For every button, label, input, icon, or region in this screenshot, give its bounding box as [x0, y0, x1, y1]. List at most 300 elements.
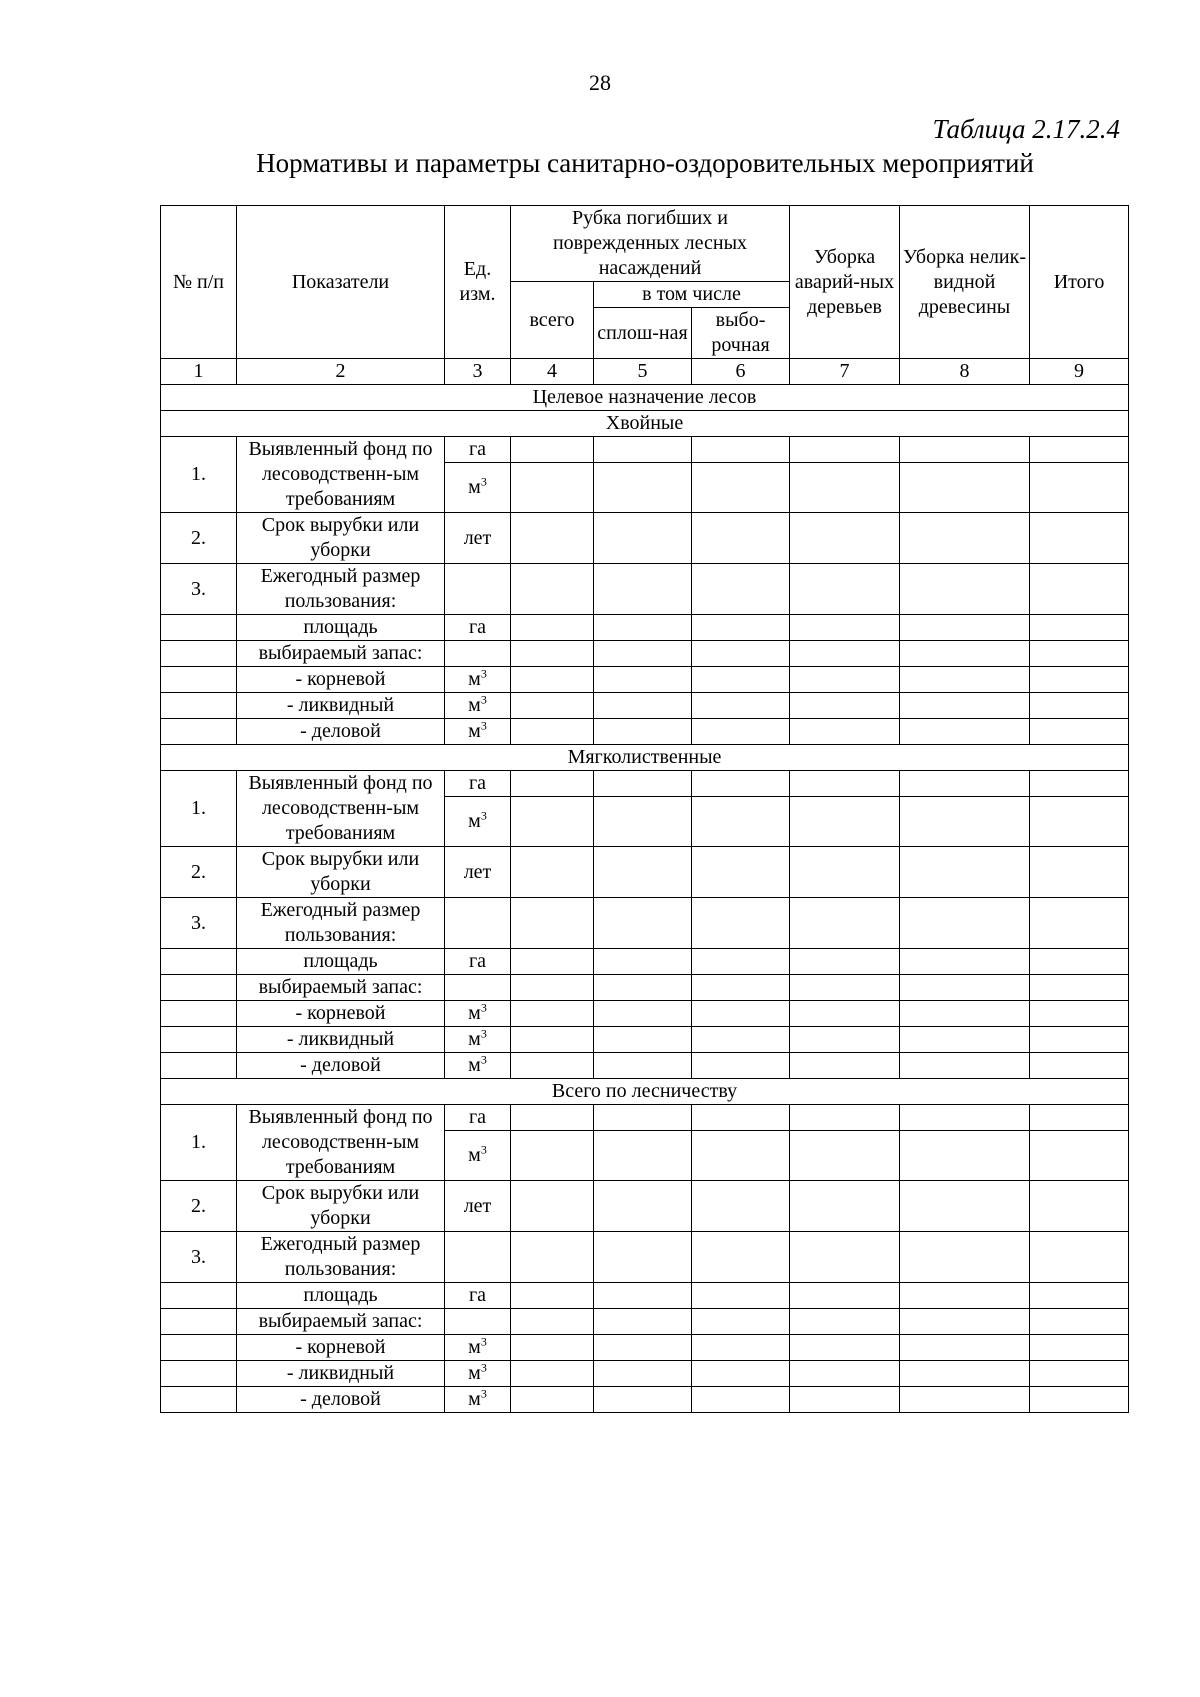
- unit-m: м: [468, 1388, 481, 1410]
- empty-cell: [1030, 641, 1129, 667]
- empty-cell: [445, 1232, 511, 1283]
- purpose-row: [161, 385, 1129, 411]
- column-number: 5: [594, 359, 692, 385]
- empty-cell: [594, 975, 692, 1001]
- root-row: [161, 1001, 1129, 1027]
- stock-row: [161, 1309, 1129, 1335]
- empty-cell: [161, 975, 237, 1001]
- empty-cell: [790, 1361, 900, 1387]
- empty-cell: [900, 1335, 1030, 1361]
- fund-row: [161, 437, 1129, 463]
- empty-cell: [692, 615, 790, 641]
- unit-exponent: 3: [480, 1360, 487, 1375]
- unit-m3: [445, 1131, 511, 1181]
- empty-cell: [790, 641, 900, 667]
- empty-cell: [161, 1361, 237, 1387]
- area-label: площадь: [237, 1283, 445, 1309]
- unit-exponent: 3: [480, 1386, 487, 1401]
- header-col-emergency: Уборка аварий-ных деревьев: [790, 206, 900, 359]
- fund-label: Выявленный фонд по лесоводственн-ым требованиям: [237, 437, 445, 513]
- header-row-1: [161, 206, 1129, 282]
- empty-cell: [900, 975, 1030, 1001]
- fund-label: Выявленный фонд по лесоводственн-ым требованиям: [237, 1105, 445, 1181]
- unit-exponent: 3: [480, 1052, 487, 1067]
- empty-cell: [594, 1001, 692, 1027]
- empty-cell: [790, 1181, 900, 1232]
- empty-cell: [594, 719, 692, 745]
- unit-m3: [445, 667, 511, 693]
- liquid-label: - ликвидный: [237, 1027, 445, 1053]
- empty-cell: [692, 641, 790, 667]
- stock-label: выбираемый запас:: [237, 975, 445, 1001]
- root-row: [161, 667, 1129, 693]
- empty-cell: [900, 615, 1030, 641]
- row-number: 2.: [161, 513, 237, 564]
- unit-years: лет: [445, 847, 511, 898]
- empty-cell: [1030, 513, 1129, 564]
- unit-m: м: [468, 1054, 481, 1076]
- unit-m3: [445, 1027, 511, 1053]
- column-number: 3: [445, 359, 511, 385]
- norms-table: [160, 205, 1129, 1413]
- unit-m3: [445, 1053, 511, 1079]
- unit-ha: га: [445, 615, 511, 641]
- empty-cell: [511, 1181, 594, 1232]
- empty-cell: [1030, 949, 1129, 975]
- empty-cell: [594, 1387, 692, 1413]
- unit-exponent: 3: [480, 808, 487, 823]
- empty-cell: [1030, 1131, 1129, 1181]
- empty-cell: [900, 1105, 1030, 1131]
- unit-m: м: [468, 720, 481, 742]
- empty-cell: [511, 949, 594, 975]
- empty-cell: [692, 693, 790, 719]
- unit-m3: [445, 463, 511, 513]
- empty-cell: [790, 949, 900, 975]
- unit-m3: [445, 1387, 511, 1413]
- empty-cell: [511, 1361, 594, 1387]
- annual-row: [161, 1232, 1129, 1283]
- empty-cell: [161, 1309, 237, 1335]
- empty-cell: [692, 898, 790, 949]
- business-row: [161, 719, 1129, 745]
- empty-cell: [594, 1105, 692, 1131]
- empty-cell: [900, 847, 1030, 898]
- unit-m3: [445, 719, 511, 745]
- empty-cell: [1030, 463, 1129, 513]
- empty-cell: [790, 719, 900, 745]
- business-label: - деловой: [237, 1387, 445, 1413]
- empty-cell: [900, 1131, 1030, 1181]
- empty-cell: [1030, 847, 1129, 898]
- root-label: - корневой: [237, 667, 445, 693]
- unit-m: м: [468, 1028, 481, 1050]
- empty-cell: [900, 719, 1030, 745]
- business-row: [161, 1053, 1129, 1079]
- empty-cell: [161, 615, 237, 641]
- empty-cell: [511, 1027, 594, 1053]
- empty-cell: [594, 1181, 692, 1232]
- empty-cell: [1030, 693, 1129, 719]
- empty-cell: [511, 1131, 594, 1181]
- empty-cell: [594, 564, 692, 615]
- column-number: 8: [900, 359, 1030, 385]
- empty-cell: [511, 463, 594, 513]
- empty-cell: [692, 1131, 790, 1181]
- unit-m: м: [468, 668, 481, 690]
- section-heading: Всего по лесничеству: [161, 1079, 1129, 1105]
- annual-row: [161, 898, 1129, 949]
- empty-cell: [900, 437, 1030, 463]
- empty-cell: [900, 949, 1030, 975]
- empty-cell: [1030, 1181, 1129, 1232]
- empty-cell: [790, 797, 900, 847]
- column-number: 7: [790, 359, 900, 385]
- fund-row: [161, 771, 1129, 797]
- empty-cell: [692, 1181, 790, 1232]
- area-row: [161, 1283, 1129, 1309]
- empty-cell: [790, 771, 900, 797]
- empty-cell: [900, 693, 1030, 719]
- header-col-illiquid: Уборка нелик-видной древесины: [900, 206, 1030, 359]
- empty-cell: [692, 437, 790, 463]
- empty-cell: [511, 513, 594, 564]
- empty-cell: [900, 797, 1030, 847]
- empty-cell: [594, 1053, 692, 1079]
- empty-cell: [594, 1335, 692, 1361]
- empty-cell: [1030, 1283, 1129, 1309]
- empty-cell: [900, 1181, 1030, 1232]
- empty-cell: [692, 847, 790, 898]
- empty-cell: [900, 1053, 1030, 1079]
- empty-cell: [511, 1232, 594, 1283]
- empty-cell: [594, 898, 692, 949]
- empty-cell: [692, 719, 790, 745]
- unit-m: м: [468, 1362, 481, 1384]
- empty-cell: [1030, 1105, 1129, 1131]
- row-number: 3.: [161, 564, 237, 615]
- empty-cell: [1030, 615, 1129, 641]
- empty-cell: [900, 667, 1030, 693]
- empty-cell: [692, 463, 790, 513]
- empty-cell: [900, 564, 1030, 615]
- empty-cell: [594, 797, 692, 847]
- row-number: 1.: [161, 437, 237, 513]
- term-label: Срок вырубки или уборки: [237, 1181, 445, 1232]
- liquid-row: [161, 693, 1129, 719]
- empty-cell: [511, 898, 594, 949]
- unit-m3: [445, 797, 511, 847]
- empty-cell: [790, 1001, 900, 1027]
- empty-cell: [511, 615, 594, 641]
- stock-label: выбираемый запас:: [237, 641, 445, 667]
- empty-cell: [594, 513, 692, 564]
- table-label: Таблица 2.17.2.4: [932, 114, 1120, 144]
- empty-cell: [692, 1053, 790, 1079]
- empty-cell: [161, 1027, 237, 1053]
- term-row: [161, 1181, 1129, 1232]
- empty-cell: [594, 949, 692, 975]
- empty-cell: [900, 1232, 1030, 1283]
- unit-m: м: [468, 476, 481, 498]
- term-row: [161, 847, 1129, 898]
- empty-cell: [161, 719, 237, 745]
- empty-cell: [692, 1001, 790, 1027]
- column-number: 9: [1030, 359, 1129, 385]
- empty-cell: [790, 667, 900, 693]
- root-row: [161, 1335, 1129, 1361]
- annual-label: Ежегодный размер пользования:: [237, 1232, 445, 1283]
- unit-m3: [445, 1361, 511, 1387]
- area-label: площадь: [237, 949, 445, 975]
- empty-cell: [594, 1027, 692, 1053]
- empty-cell: [511, 1053, 594, 1079]
- empty-cell: [790, 693, 900, 719]
- column-numbers-row: [161, 359, 1129, 385]
- root-label: - корневой: [237, 1335, 445, 1361]
- empty-cell: [692, 1335, 790, 1361]
- empty-cell: [790, 1387, 900, 1413]
- empty-cell: [790, 513, 900, 564]
- header-col-including: в том числе: [594, 282, 790, 308]
- unit-ha: га: [445, 1105, 511, 1131]
- empty-cell: [445, 975, 511, 1001]
- empty-cell: [161, 949, 237, 975]
- empty-cell: [594, 693, 692, 719]
- empty-cell: [594, 463, 692, 513]
- liquid-row: [161, 1361, 1129, 1387]
- row-number: 2.: [161, 847, 237, 898]
- unit-years: лет: [445, 1181, 511, 1232]
- empty-cell: [790, 615, 900, 641]
- column-number: 2: [237, 359, 445, 385]
- header-col-felling: Рубка погибших и поврежденных лесных насаждений: [511, 206, 790, 282]
- liquid-label: - ликвидный: [237, 693, 445, 719]
- empty-cell: [1030, 1232, 1129, 1283]
- empty-cell: [594, 1131, 692, 1181]
- unit-ha: га: [445, 949, 511, 975]
- fund-label: Выявленный фонд по лесоводственн-ым требованиям: [237, 771, 445, 847]
- empty-cell: [1030, 1001, 1129, 1027]
- empty-cell: [692, 771, 790, 797]
- empty-cell: [900, 898, 1030, 949]
- row-number: 2.: [161, 1181, 237, 1232]
- empty-cell: [511, 564, 594, 615]
- annual-label: Ежегодный размер пользования:: [237, 564, 445, 615]
- empty-cell: [790, 1309, 900, 1335]
- empty-cell: [692, 1387, 790, 1413]
- empty-cell: [692, 1105, 790, 1131]
- empty-cell: [1030, 437, 1129, 463]
- unit-ha: га: [445, 1283, 511, 1309]
- term-label: Срок вырубки или уборки: [237, 847, 445, 898]
- stock-row: [161, 975, 1129, 1001]
- empty-cell: [445, 641, 511, 667]
- empty-cell: [790, 847, 900, 898]
- row-number: 1.: [161, 771, 237, 847]
- unit-m: м: [468, 694, 481, 716]
- empty-cell: [790, 1027, 900, 1053]
- column-number: 6: [692, 359, 790, 385]
- empty-cell: [511, 1387, 594, 1413]
- empty-cell: [445, 1309, 511, 1335]
- empty-cell: [1030, 719, 1129, 745]
- empty-cell: [1030, 1387, 1129, 1413]
- empty-cell: [511, 437, 594, 463]
- empty-cell: [511, 1105, 594, 1131]
- empty-cell: [1030, 1027, 1129, 1053]
- empty-cell: [594, 667, 692, 693]
- empty-cell: [594, 1283, 692, 1309]
- liquid-label: - ликвидный: [237, 1361, 445, 1387]
- area-row: [161, 949, 1129, 975]
- empty-cell: [900, 771, 1030, 797]
- empty-cell: [511, 1335, 594, 1361]
- empty-cell: [692, 1361, 790, 1387]
- area-row: [161, 615, 1129, 641]
- empty-cell: [692, 975, 790, 1001]
- unit-m: м: [468, 810, 481, 832]
- empty-cell: [1030, 771, 1129, 797]
- unit-exponent: 3: [480, 474, 487, 489]
- row-number: 3.: [161, 898, 237, 949]
- fund-row: [161, 1105, 1129, 1131]
- unit-m3: [445, 693, 511, 719]
- empty-cell: [790, 564, 900, 615]
- empty-cell: [900, 1283, 1030, 1309]
- empty-cell: [594, 1361, 692, 1387]
- purpose-title: Целевое назначение лесов: [161, 385, 1129, 411]
- unit-m: м: [468, 1336, 481, 1358]
- empty-cell: [900, 1001, 1030, 1027]
- section-heading-row: [161, 1079, 1129, 1105]
- empty-cell: [511, 847, 594, 898]
- empty-cell: [161, 1335, 237, 1361]
- empty-cell: [790, 1053, 900, 1079]
- business-row: [161, 1387, 1129, 1413]
- empty-cell: [1030, 1335, 1129, 1361]
- unit-ha: га: [445, 437, 511, 463]
- empty-cell: [692, 564, 790, 615]
- area-label: площадь: [237, 615, 445, 641]
- unit-exponent: 3: [480, 1026, 487, 1041]
- empty-cell: [1030, 1053, 1129, 1079]
- empty-cell: [790, 1283, 900, 1309]
- empty-cell: [511, 797, 594, 847]
- term-row: [161, 513, 1129, 564]
- liquid-row: [161, 1027, 1129, 1053]
- empty-cell: [790, 463, 900, 513]
- business-label: - деловой: [237, 719, 445, 745]
- section-heading: Мягколиственные: [161, 745, 1129, 771]
- empty-cell: [161, 1001, 237, 1027]
- empty-cell: [900, 641, 1030, 667]
- empty-cell: [900, 1027, 1030, 1053]
- empty-cell: [1030, 898, 1129, 949]
- empty-cell: [900, 513, 1030, 564]
- empty-cell: [692, 513, 790, 564]
- stock-row: [161, 641, 1129, 667]
- unit-exponent: 3: [480, 666, 487, 681]
- empty-cell: [161, 641, 237, 667]
- business-label: - деловой: [237, 1053, 445, 1079]
- unit-years: лет: [445, 513, 511, 564]
- empty-cell: [692, 949, 790, 975]
- empty-cell: [161, 693, 237, 719]
- header-col-indicators: Показатели: [237, 206, 445, 359]
- row-number: 1.: [161, 1105, 237, 1181]
- unit-exponent: 3: [480, 692, 487, 707]
- column-number: 4: [511, 359, 594, 385]
- empty-cell: [692, 797, 790, 847]
- header-col-unit: Ед. изм.: [445, 206, 511, 359]
- empty-cell: [511, 975, 594, 1001]
- empty-cell: [511, 771, 594, 797]
- empty-cell: [594, 771, 692, 797]
- empty-cell: [594, 847, 692, 898]
- empty-cell: [594, 437, 692, 463]
- unit-ha: га: [445, 771, 511, 797]
- header-col-selective: выбо-рочная: [692, 308, 790, 359]
- empty-cell: [900, 1387, 1030, 1413]
- empty-cell: [692, 667, 790, 693]
- empty-cell: [1030, 975, 1129, 1001]
- row-number: 3.: [161, 1232, 237, 1283]
- empty-cell: [692, 1232, 790, 1283]
- empty-cell: [161, 1283, 237, 1309]
- page-number: 28: [589, 70, 611, 95]
- unit-m: м: [468, 1002, 481, 1024]
- empty-cell: [594, 1232, 692, 1283]
- empty-cell: [511, 1309, 594, 1335]
- empty-cell: [692, 1309, 790, 1335]
- annual-label: Ежегодный размер пользования:: [237, 898, 445, 949]
- empty-cell: [900, 463, 1030, 513]
- empty-cell: [790, 898, 900, 949]
- header-col-clear: сплош-ная: [594, 308, 692, 359]
- empty-cell: [900, 1309, 1030, 1335]
- empty-cell: [511, 1283, 594, 1309]
- empty-cell: [161, 1387, 237, 1413]
- unit-m: м: [468, 1144, 481, 1166]
- section-heading: Хвойные: [161, 411, 1129, 437]
- empty-cell: [594, 641, 692, 667]
- unit-exponent: 3: [480, 718, 487, 733]
- header-col-num: № п/п: [161, 206, 237, 359]
- empty-cell: [511, 693, 594, 719]
- header-col-sum: Итого: [1030, 206, 1129, 359]
- empty-cell: [161, 1053, 237, 1079]
- section-heading-row: [161, 745, 1129, 771]
- document-title: Нормативы и параметры санитарно-оздоровительных мероприятий: [256, 148, 1034, 178]
- unit-m3: [445, 1335, 511, 1361]
- empty-cell: [900, 1361, 1030, 1387]
- empty-cell: [511, 719, 594, 745]
- empty-cell: [692, 1027, 790, 1053]
- empty-cell: [1030, 1361, 1129, 1387]
- column-number: 1: [161, 359, 237, 385]
- unit-exponent: 3: [480, 1142, 487, 1157]
- empty-cell: [511, 667, 594, 693]
- header-col-total: всего: [511, 282, 594, 359]
- empty-cell: [790, 1131, 900, 1181]
- empty-cell: [790, 437, 900, 463]
- annual-row: [161, 564, 1129, 615]
- empty-cell: [445, 564, 511, 615]
- stock-label: выбираемый запас:: [237, 1309, 445, 1335]
- unit-exponent: 3: [480, 1000, 487, 1015]
- empty-cell: [790, 1105, 900, 1131]
